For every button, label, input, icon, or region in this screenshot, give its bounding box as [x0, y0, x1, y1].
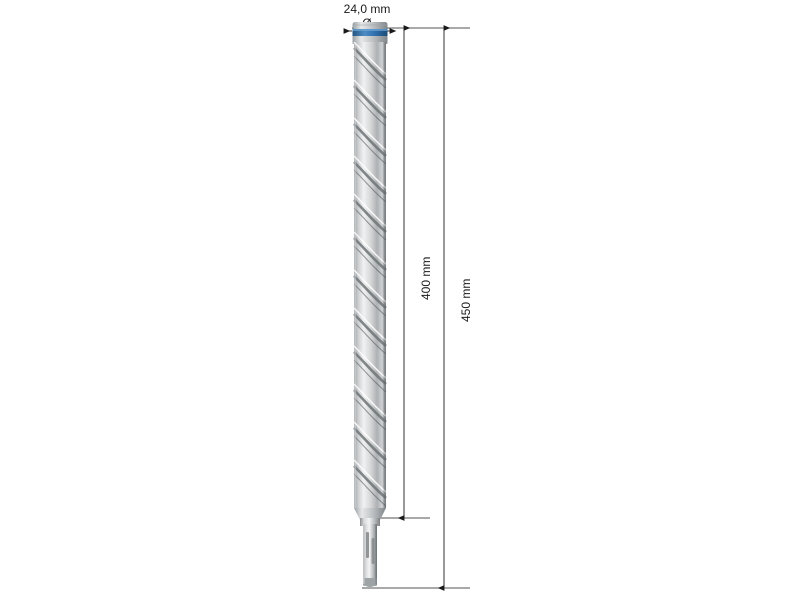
total-length-label: 450 mm [459, 278, 473, 322]
drill-bit-illustration [330, 18, 410, 588]
sds-plus-shank [363, 524, 377, 587]
diameter-value-label: 24,0 mm [343, 2, 391, 16]
working-length-label: 400 mm [419, 256, 433, 300]
shank-collar [354, 508, 386, 526]
carbide-tip [353, 22, 388, 44]
